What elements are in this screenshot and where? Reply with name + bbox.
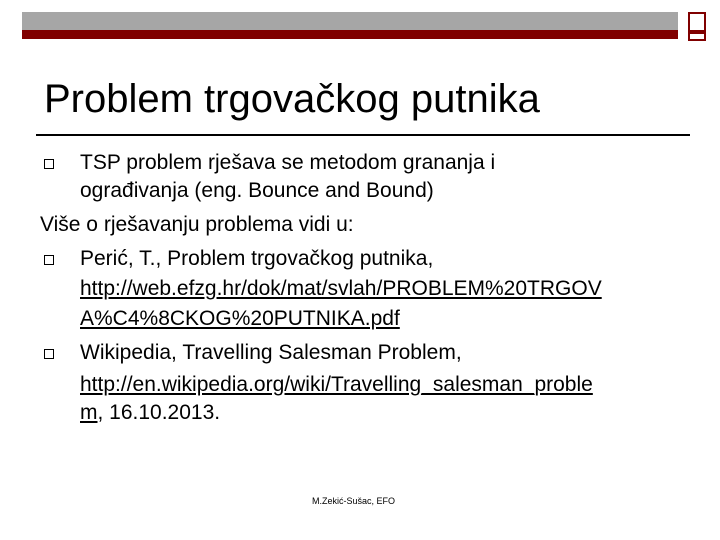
- footer-author: M.Zekić-Sušac, EFO: [312, 496, 396, 506]
- bullet1-line2: ograđivanja (eng. Bounce and Bound): [80, 179, 434, 202]
- bullet2-link-line2-wrap: [80, 306, 400, 332]
- header-bar-gray: [22, 12, 678, 30]
- efzg-pdf-link-continued[interactable]: A%C4%8CKOG%20PUTNIKA.pdf: [80, 307, 400, 330]
- hollow-square-bullet-icon: [44, 159, 54, 169]
- bullet3-link-line2-wrap: [80, 400, 220, 426]
- corner-box-top: [688, 12, 706, 32]
- corner-box-bottom: [688, 32, 706, 41]
- wikipedia-link-continued[interactable]: m: [80, 401, 98, 424]
- bullet1-line1: TSP problem rješava se metodom grananja i: [80, 151, 496, 174]
- hollow-square-bullet-icon: [44, 255, 54, 265]
- title-divider: [36, 134, 690, 136]
- hollow-square-bullet-icon: [44, 349, 54, 359]
- see-more-text: Više o rješavanju problema vidi u:: [40, 213, 354, 236]
- access-date: , 16.10.2013.: [97, 401, 221, 424]
- bullet3-link-line1-wrap: [80, 372, 593, 398]
- slide-title: Problem trgovačkog putnika: [44, 77, 540, 121]
- bullet2-link-line1-wrap: [80, 276, 602, 302]
- wikipedia-link[interactable]: http://en.wikipedia.org/wiki/Travelling_salesman_proble: [80, 373, 593, 396]
- bullet2-line1: Perić, T., Problem trgovačkog putnika,: [80, 247, 434, 270]
- bullet3-line1: Wikipedia, Travelling Salesman Problem,: [80, 341, 462, 364]
- efzg-pdf-link[interactable]: http://web.efzg.hr/dok/mat/svlah/PROBLEM%20TRGOV: [80, 277, 602, 300]
- header-bar-red: [22, 30, 678, 39]
